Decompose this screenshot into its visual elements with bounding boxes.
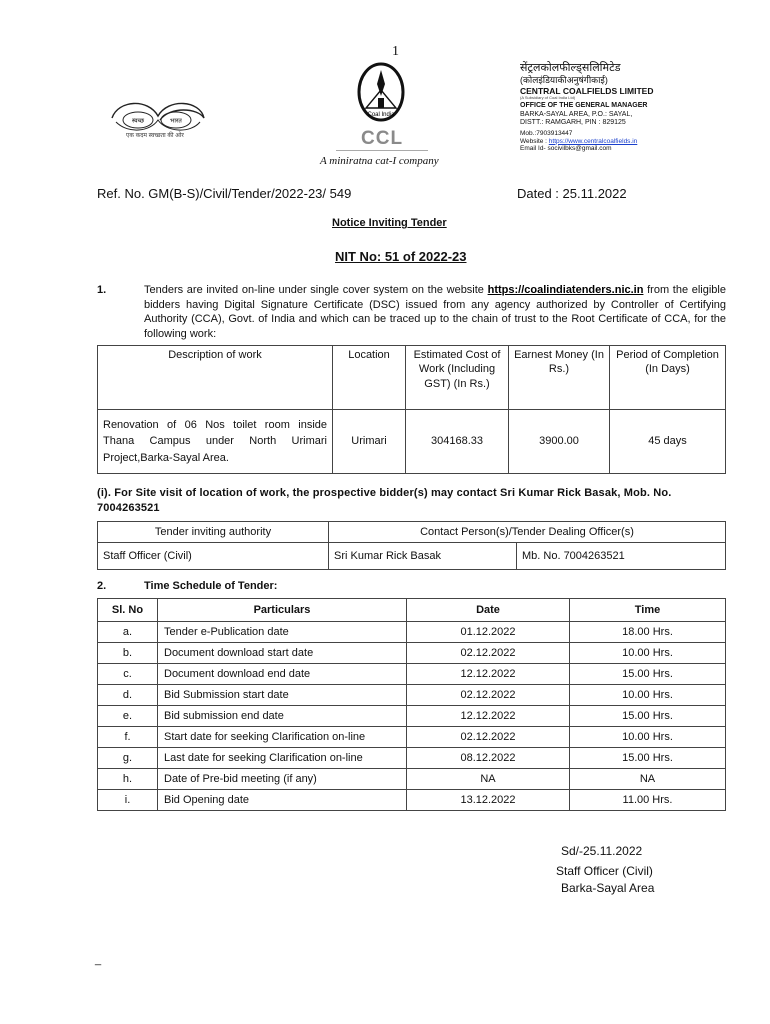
para-2-number: 2. <box>97 580 107 592</box>
signatory-designation: Staff Officer (Civil) <box>556 864 653 878</box>
col-particulars: Particulars <box>158 599 407 622</box>
site-visit-note: (i). For Site visit of location of work, the prospective bidder(s) may contact Sri Kumar Rick Basak, Mob. No. 7004263521 <box>97 487 672 514</box>
schedule-body <box>98 622 726 811</box>
col-sl-no: Sl. No <box>98 599 158 622</box>
ccl-logo-text: Coal India <box>367 112 395 118</box>
ccl-logo-icon <box>356 62 406 132</box>
footer-mark: _ <box>95 954 102 966</box>
work-description: Renovation of 06 Nos toilet room inside Thana Campus under North Urimari Project,Barka-Sayal Area. <box>98 410 333 474</box>
para-1-text-after: from the eligible bidders having Digital Signature Certificate (DSC) issued from any agency authorized by Controller of Certifying Authority (CCA), Govt. of India and which can be traced up to the chain of trust to the Root Certificate of CCA, for the following work: <box>144 284 726 340</box>
schedule-particulars: Bid submission end date <box>158 706 407 727</box>
swachh-right-word: भारत <box>170 117 182 125</box>
website-line <box>520 138 653 146</box>
schedule-date: NA <box>407 769 570 790</box>
schedule-particulars: Start date for seeking Clarification on-line <box>158 727 407 748</box>
website-link[interactable]: https://www.centralcoalfields.in <box>548 137 638 145</box>
schedule-sl-no: g. <box>98 748 158 769</box>
company-tagline: A miniratna cat-I company <box>320 155 439 167</box>
col-period: Period of Completion (In Days) <box>610 346 726 410</box>
table-row <box>98 769 726 790</box>
schedule-time: 11.00 Hrs. <box>570 790 726 811</box>
schedule-date: 02.12.2022 <box>407 685 570 706</box>
schedule-date: 13.12.2022 <box>407 790 570 811</box>
office-name: OFFICE OF THE GENERAL MANAGER <box>520 102 648 110</box>
schedule-date: 12.12.2022 <box>407 664 570 685</box>
earnest-money: 3900.00 <box>509 410 610 474</box>
mobile-number: Mob.:7903913447 <box>520 130 573 138</box>
schedule-time: NA <box>570 769 726 790</box>
schedule-table-header <box>98 599 726 622</box>
schedule-date: 02.12.2022 <box>407 643 570 664</box>
email-line: Email Id- socivilbks@gmail.com <box>520 145 612 153</box>
schedule-time: 15.00 Hrs. <box>570 664 726 685</box>
table-row <box>98 410 726 474</box>
table-row <box>98 727 726 748</box>
schedule-sl-no: h. <box>98 769 158 790</box>
schedule-time: 10.00 Hrs. <box>570 643 726 664</box>
schedule-date: 12.12.2022 <box>407 706 570 727</box>
work-table <box>97 345 726 474</box>
para-1-number: 1. <box>97 284 107 296</box>
para-1-text <box>144 283 726 342</box>
schedule-date: 08.12.2022 <box>407 748 570 769</box>
contact-table <box>97 521 726 570</box>
company-note: (A Subsidiary of Coal India Ltd) <box>520 94 576 100</box>
swachh-left-word: स्वच्छ <box>131 117 145 125</box>
contact-person: Sri Kumar Rick Basak <box>329 543 517 570</box>
schedule-particulars: Document download end date <box>158 664 407 685</box>
col-location: Location <box>333 346 406 410</box>
estimated-cost: 304168.33 <box>406 410 509 474</box>
table-row <box>98 664 726 685</box>
tender-portal-link[interactable]: https://coalindiatenders.nic.in <box>487 284 644 296</box>
schedule-particulars: Date of Pre-bid meeting (if any) <box>158 769 407 790</box>
col-earnest-money: Earnest Money (In Rs.) <box>509 346 610 410</box>
col-authority: Tender inviting authority <box>98 522 329 543</box>
office-address-block <box>520 62 653 153</box>
schedule-time: 15.00 Hrs. <box>570 706 726 727</box>
schedule-sl-no: b. <box>98 643 158 664</box>
signature-date: Sd/-25.11.2022 <box>561 844 643 858</box>
col-description: Description of work <box>98 346 333 410</box>
contact-mobile: Mb. No. 7004263521 <box>517 543 726 570</box>
schedule-time: 15.00 Hrs. <box>570 748 726 769</box>
schedule-table <box>97 598 726 811</box>
schedule-particulars: Bid Opening date <box>158 790 407 811</box>
col-time: Time <box>570 599 726 622</box>
schedule-sl-no: c. <box>98 664 158 685</box>
schedule-particulars: Tender e-Publication date <box>158 622 407 643</box>
col-estimated-cost: Estimated Cost of Work (Including GST) (In Rs.) <box>406 346 509 410</box>
work-location: Urimari <box>333 410 406 474</box>
schedule-sl-no: f. <box>98 727 158 748</box>
swachh-tagline: एक कदम स्वच्छता की ओर <box>126 133 184 139</box>
notice-title: Notice Inviting Tender <box>332 217 447 229</box>
col-date: Date <box>407 599 570 622</box>
work-table-header <box>98 346 726 410</box>
schedule-sl-no: a. <box>98 622 158 643</box>
col-contact-person: Contact Person(s)/Tender Dealing Officer(s) <box>329 522 726 543</box>
hindi-subtitle: (कोलइंडियाकीअनुषंगीकाई) <box>520 74 608 85</box>
divider <box>336 150 428 151</box>
table-row <box>98 706 726 727</box>
schedule-particulars: Bid Submission start date <box>158 685 407 706</box>
schedule-particulars: Document download start date <box>158 643 407 664</box>
completion-period: 45 days <box>610 410 726 474</box>
authority-value: Staff Officer (Civil) <box>98 543 329 570</box>
table-row <box>98 790 726 811</box>
schedule-date: 01.12.2022 <box>407 622 570 643</box>
ccl-abbreviation: CCL <box>361 128 404 149</box>
table-row <box>98 543 726 570</box>
signatory-area: Barka-Sayal Area <box>561 881 655 895</box>
website-label: Website : <box>520 137 549 145</box>
schedule-title: Time Schedule of Tender: <box>144 580 278 592</box>
schedule-sl-no: d. <box>98 685 158 706</box>
table-row <box>98 643 726 664</box>
schedule-time: 10.00 Hrs. <box>570 727 726 748</box>
table-row <box>98 622 726 643</box>
reference-number: Ref. No. GM(B-S)/Civil/Tender/2022-23/ 549 <box>97 186 352 201</box>
address-line-2: DISTT.: RAMGARH, PIN : 829125 <box>520 118 626 126</box>
page-number: 1 <box>392 44 399 59</box>
contact-table-header <box>98 522 726 543</box>
schedule-time: 18.00 Hrs. <box>570 622 726 643</box>
schedule-particulars: Last date for seeking Clarification on-line <box>158 748 407 769</box>
schedule-sl-no: i. <box>98 790 158 811</box>
schedule-sl-no: e. <box>98 706 158 727</box>
dated: Dated : 25.11.2022 <box>517 186 627 201</box>
address-line-1: BARKA-SAYAL AREA, P.O.: SAYAL, <box>520 110 633 118</box>
company-name: CENTRAL COALFIELDS LIMITED <box>520 85 654 96</box>
table-row <box>98 685 726 706</box>
schedule-time: 10.00 Hrs. <box>570 685 726 706</box>
para-1-text-before: Tenders are invited on-line under single cover system on the website <box>144 284 488 296</box>
schedule-date: 02.12.2022 <box>407 727 570 748</box>
nit-number: NIT No: 51 of 2022-23 <box>335 249 467 264</box>
table-row <box>98 748 726 769</box>
hindi-company-name: सेंट्रलकोलफील्ड्सलिमिटेड <box>520 62 621 74</box>
